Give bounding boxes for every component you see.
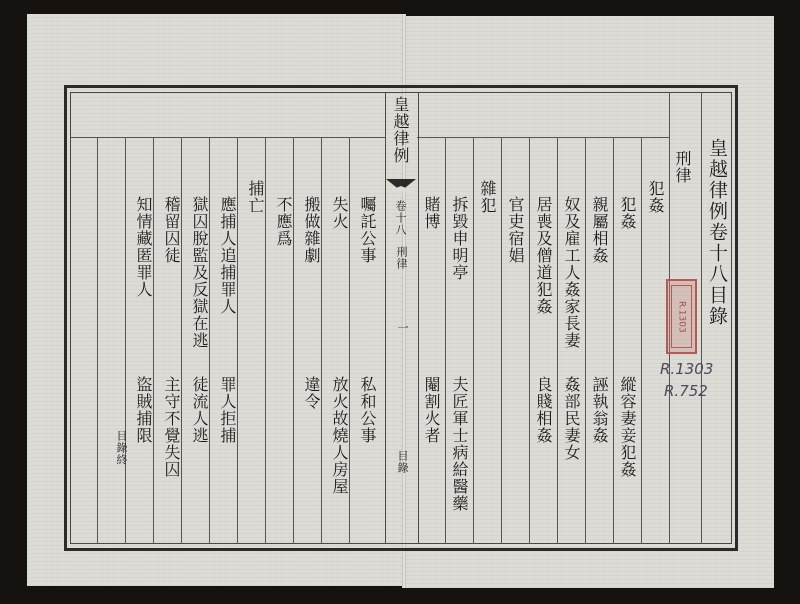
item-top: 不應爲 xyxy=(274,196,293,247)
column-rule xyxy=(153,138,154,544)
item-top: 應捕人追捕罪人 xyxy=(218,196,237,315)
center-title: 皇越律例 xyxy=(391,96,410,164)
column-rule xyxy=(445,138,446,544)
item-top: 奴及雇工人姦家長妻 xyxy=(562,196,581,349)
item-top: 知情藏匿罪人 xyxy=(134,196,153,298)
item-top: 拆毀申明亭 xyxy=(450,196,469,281)
column-rule xyxy=(613,138,614,544)
column-rule xyxy=(265,138,266,544)
column-rule xyxy=(529,138,530,544)
column-rule xyxy=(97,138,98,544)
item-bottom: 違令 xyxy=(302,376,321,410)
library-seal-text: R.1303 xyxy=(671,285,692,348)
header-rule-left xyxy=(70,137,385,138)
center-volume: 卷十八 xyxy=(394,200,407,236)
column-rule xyxy=(473,138,474,544)
item-bottom: 姦部民妻女 xyxy=(562,376,581,461)
chapter-heading: 捕亡 xyxy=(246,180,265,214)
column-rule xyxy=(641,138,642,544)
item-bottom: 誣執翁姦 xyxy=(590,376,609,444)
item-top: 親屬相姦 xyxy=(590,196,609,264)
item-top: 囑託公事 xyxy=(358,196,377,264)
item-bottom: 罪人拒捕 xyxy=(218,376,237,444)
center-folio: 一 xyxy=(396,322,409,334)
item-bottom: 夫匠軍士病給醫藥 xyxy=(450,376,469,512)
item-bottom: 盜賊捕限 xyxy=(134,376,153,444)
item-bottom: 閹割火者 xyxy=(422,376,441,444)
part-heading: 刑律 xyxy=(673,150,692,184)
item-top: 失火 xyxy=(330,196,349,230)
center-section: 刑律 xyxy=(395,246,408,270)
item-top: 官吏宿娼 xyxy=(506,196,525,264)
column-rule xyxy=(585,138,586,544)
item-bottom: 徒流人逃 xyxy=(190,376,209,444)
column-rule xyxy=(293,138,294,544)
item-bottom: 主守不覺失囚 xyxy=(162,376,181,478)
pencil-annotation: R.752 xyxy=(664,382,708,400)
item-bottom: 縱容妻妾犯姦 xyxy=(618,376,637,478)
column-rule xyxy=(125,138,126,544)
item-top: 搬做雜劇 xyxy=(302,196,321,264)
end-mark: 目錄終 xyxy=(115,430,128,466)
pencil-annotation: R.1303 xyxy=(660,360,714,378)
column-rule xyxy=(321,138,322,544)
column-rule xyxy=(237,138,238,544)
column-rule xyxy=(209,138,210,544)
column-rule xyxy=(557,138,558,544)
book-title: 皇越律例卷十八目錄 xyxy=(706,138,728,327)
item-top: 犯姦 xyxy=(618,196,637,230)
chapter-heading: 雜犯 xyxy=(478,180,497,214)
item-top: 獄囚脫監及反獄在逃 xyxy=(190,196,209,349)
item-bottom: 私和公事 xyxy=(358,376,377,444)
column-rule xyxy=(501,138,502,544)
item-bottom: 良賤相姦 xyxy=(534,376,553,444)
column-rule xyxy=(701,92,702,544)
header-rule-right xyxy=(417,137,669,138)
column-rule xyxy=(349,138,350,544)
item-top: 稽留囚徒 xyxy=(162,196,181,264)
item-top: 賭博 xyxy=(422,196,441,230)
chapter-heading: 犯姦 xyxy=(646,180,665,214)
item-bottom: 放火故燒人房屋 xyxy=(330,376,349,495)
fish-tail-mark-notch xyxy=(386,186,416,192)
center-label: 目錄 xyxy=(396,450,409,474)
library-seal xyxy=(666,279,697,354)
item-top: 居喪及僧道犯姦 xyxy=(534,196,553,315)
column-rule xyxy=(181,138,182,544)
